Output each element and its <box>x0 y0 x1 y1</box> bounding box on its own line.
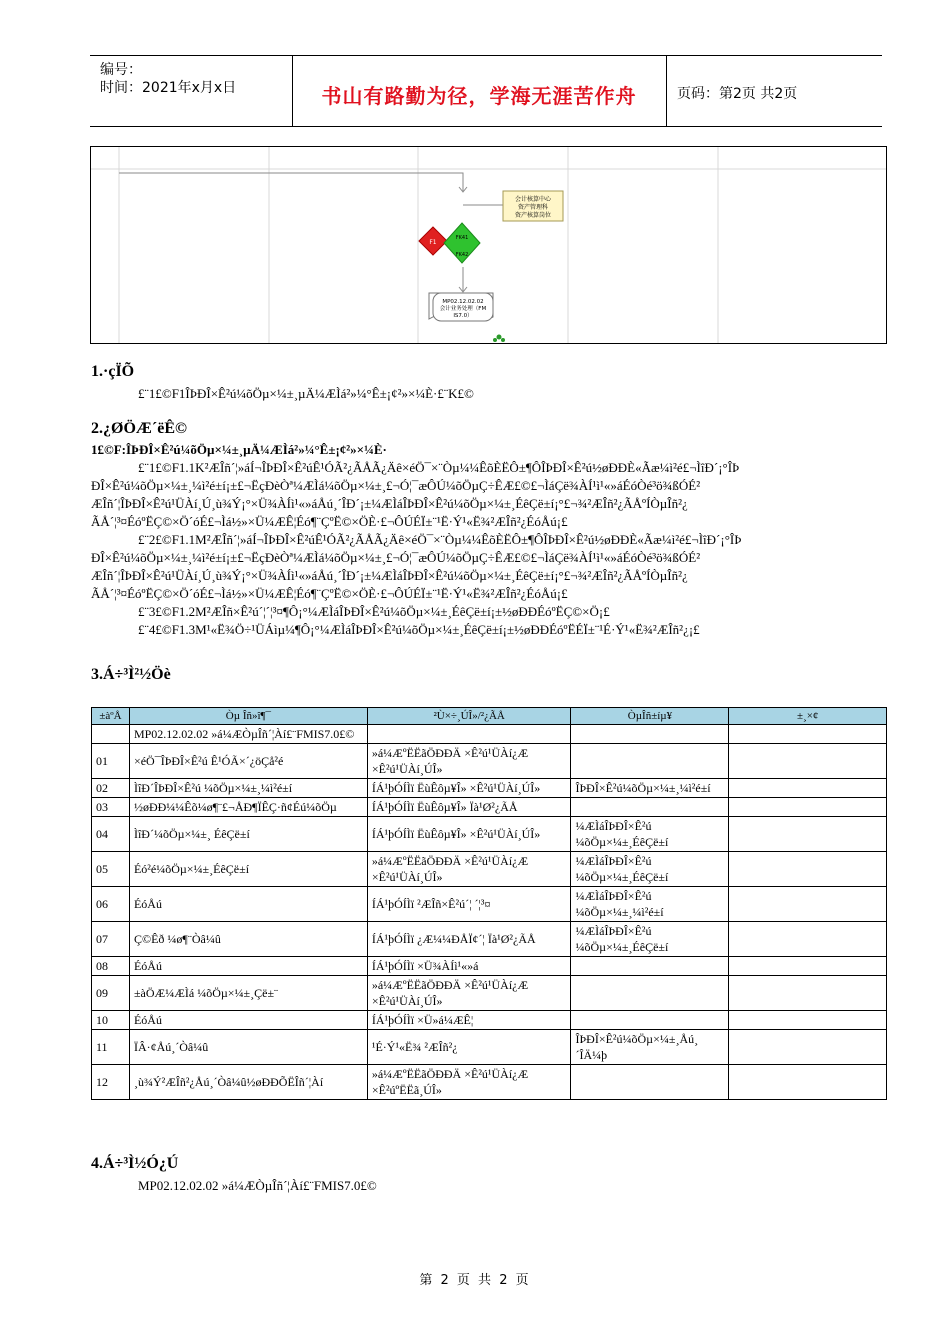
box-line-1: 会计核算中心 <box>514 196 552 203</box>
cell-no: 11 <box>92 1030 130 1065</box>
s2-line: £¨4£©F1.3M¹«Ë¾Ö÷¹ÜÁìµ¼¶Ô¡°¼ÆÌáÎÞÐÎ×Ê²ú¼õÖµ×¼±¸ÉêÇë±í¡±½øÐÐÉóºËÉÏ±¨¹É·Ý¹«Ë¾²ÆÎñ²¿¡£ <box>138 622 700 637</box>
flow-diagram <box>90 146 887 344</box>
cell-form: ¼ÆÌáÎÞÐÎ×Ê²ú ¼õÖµ×¼±¸ÉêÇë±í <box>571 817 729 852</box>
cell-form <box>571 1065 729 1100</box>
header-page-cell <box>667 56 882 126</box>
cell-activity: ×éÖ¯ÎÞÐÎ×Ê²ú Ê¹ÓÃ×´¿öÇå²é <box>129 744 367 779</box>
cell-no: 04 <box>92 817 130 852</box>
cell-activity: Éó²é¼õÖµ×¼±¸ÉêÇë±í <box>129 852 367 887</box>
box-line-2: 资产管理科 <box>517 204 549 211</box>
control-label-bottom: FK42 <box>455 252 469 258</box>
section-2-body <box>91 459 891 639</box>
cell-form: ¼ÆÌáÎÞÐÎ×Ê²ú ¼õÖµ×¼±¸ÉêÇë±í <box>571 922 729 957</box>
section-4-line: MP02.12.02.02 »á¼ÆÒµÎñ´¦Àí£¨FMIS7.0£© <box>138 1178 377 1193</box>
cell-activity: ÉóÅú <box>129 887 367 922</box>
cell-no: 09 <box>92 976 130 1011</box>
cell-remark <box>729 744 887 779</box>
section-1-title: 1.·çÏÕ <box>91 363 135 380</box>
cell-activity: ½øÐÐ¼¼Êõ¼ø¶¨£¬ÅÐ¶ÏÊÇ·ñ¢Éú¼õÖµ <box>129 798 367 817</box>
cell-activity: ÌîÐ´¼õÖµ×¼±¸ ÉêÇë±í <box>129 817 367 852</box>
cell-remark <box>729 976 887 1011</box>
cell-form <box>571 976 729 1011</box>
cell-activity: ÉóÅú <box>129 957 367 976</box>
s2-line: ÆÎñ´¦ÎÞÐÎ×Ê²ú¹ÜÀí¸Ú¸ù¾Ý¡°×Ü¾ÀÍì¹«»áÅú¸´ÎÐ´¡±¼ÆÌáÎÞÐÎ×Ê²ú¼õÖµ×¼±¸ÉêÇë±í¡°£¬¾²ÆÎñ²¿ÃÅºÍÒµÎñ²¿ <box>91 568 688 583</box>
header-motto-cell <box>292 56 667 126</box>
process-steps-table <box>91 707 887 1100</box>
header-position: ²Ù×÷¸ÚÎ»/²¿ÃÅ <box>367 708 571 725</box>
table-row <box>92 1011 887 1030</box>
table-row <box>92 976 887 1011</box>
cell-form <box>571 744 729 779</box>
end-marker-icon <box>493 335 505 343</box>
table-row <box>92 852 887 887</box>
cell-no: 05 <box>92 852 130 887</box>
s2-line: ÐÎ×Ê²ú¼õÖµ×¼±¸¼ì²é±í¡±£¬ËçÐèÒª¼ÆÌá¼õÖµ×¼±¸£¬Ó¦¯æÔÚ¼õÖµÇ÷ÊÆ£©£¬ÌáÇë¾ÀÍ¹ì¹«»áÉóÒé³ö¾ßÓÉ² <box>91 550 701 565</box>
cell-no: 12 <box>92 1065 130 1100</box>
page-header <box>90 55 882 127</box>
table-row <box>92 957 887 976</box>
s2-line: £¨2£©F1.1M²ÆÎñ´¦»áÍ¬ÎÞÐÎ×Ê²úÊ¹ÓÃ²¿ÃÅÃ¿Äê×éÖ¯×¨Òµ¼¼ÊõÈËÔ±¶ÔÎÞÐÎ×Ê²ú½øÐÐÈ«Ãæ¼ì²é£¬ÌîÐ´¡°ÎÞ <box>138 532 742 547</box>
cell-remark <box>729 817 887 852</box>
cell-activity: ¸ù¾Ý²ÆÎñ²¿Åú¸´Òâ¼û½øÐÐÕËÎñ´¦Àí <box>129 1065 367 1100</box>
cell-remark <box>729 957 887 976</box>
cell-position: »á¼ÆºËËãÖÐÐÄ ×Ê²ú¹ÜÀí¿Æ ×Ê²ú¹ÜÀí¸ÚÎ» <box>367 976 571 1011</box>
doc-line-2: 会计业务处理（FM <box>439 306 487 312</box>
flow-diagram-canvas <box>91 147 886 343</box>
box-line-3: 资产核算岗位 <box>514 212 552 219</box>
s2-line: ÃÅ´¦³¤ÉóºËÇ©×Ö´óÉ£¬Ìá½»×Ü¼ÆÊ¦Éó¶¨ÇºË©×ÖÈ·£¬ÔÚÉÏ±¨¹Ë·Ý¹«Ë¾²ÆÎñ²¿ÉóÅú¡£ <box>91 514 568 529</box>
cell-position: ÍÁ¹þÓÍÌï ²ÆÎñ×Ê²ú´¦ ´¦³¤ <box>367 887 571 922</box>
cell-no: 08 <box>92 957 130 976</box>
cell-no: 07 <box>92 922 130 957</box>
cell-position: ÍÁ¹þÓÍÌï ×Ü¾ÀÍì¹«»á <box>367 957 571 976</box>
cell-activity: MP02.12.02.02 »á¼ÆÒµÎñ´¦Àí£¨FMIS7.0£© <box>129 725 367 744</box>
table-row <box>92 887 887 922</box>
table-header-row <box>92 708 887 725</box>
risk-label: F1 <box>429 239 437 246</box>
cell-form: ÎÞÐÎ×Ê²ú¼õÖµ×¼±¸¼ì²é±í <box>571 779 729 798</box>
table-row <box>92 744 887 779</box>
cell-activity: ÌîÐ´ÎÞÐÎ×Ê²ú ¼õÖµ×¼±¸¼ì²é±í <box>129 779 367 798</box>
cell-remark <box>729 1011 887 1030</box>
cell-no: 02 <box>92 779 130 798</box>
cell-position: »á¼ÆºËËãÖÐÐÄ ×Ê²ú¹ÜÀí¿Æ ×Ê²ú¹ÜÀí¸ÚÎ» <box>367 852 571 887</box>
code-label: 编号： <box>100 62 142 78</box>
cell-remark <box>729 852 887 887</box>
cell-no: 01 <box>92 744 130 779</box>
s2-line: ÐÎ×Ê²ú¼õÖµ×¼±¸¼ì²é±í¡±£¬ËçÐèÒª¼ÆÌá¼õÖµ×¼±¸£¬Ó¦¯æÔÚ¼õÖµÇ÷ÊÆ£©£¬ÌáÇë¾ÀÍ¹ì¹«»áÉóÒé³ö¾ßÓÉ² <box>91 478 701 493</box>
header-activity: Òµ Îñ»î¶¯ <box>129 708 367 725</box>
time-label: 时间：2021年x月x日 <box>100 80 237 96</box>
cell-form: ÎÞÐÎ×Ê²ú¼õÖµ×¼±¸Åú¸´ÎÄ¼þ <box>571 1030 729 1065</box>
doc-line-3: IS7.0） <box>453 313 473 319</box>
cell-position: »á¼ÆºËËãÖÐÐÄ ×Ê²ú¹ÜÀí¿Æ ×Ê²ú¹ÜÀí¸ÚÎ» <box>367 744 571 779</box>
s2-line: ÃÅ´¦³¤ÉóºËÇ©×Ö´óÉ£¬Ìá½»×Ü¼ÆÊ¦Éó¶¨ÇºË©×ÖÈ·£¬ÔÚÉÏ±¨¹Ë·Ý¹«Ë¾²ÆÎñ²¿ÉóÅú¡£ <box>91 586 568 601</box>
cell-position: ÍÁ¹þÓÍÌï ×Ü»á¼ÆÊ¦ <box>367 1011 571 1030</box>
section-1-line: £¨1£©F1ÎÞÐÎ×Ê²ú¼õÖµ×¼±¸µÄ¼ÆÌá²»¼°Ê±¡¢²»×¼È·£¨K£© <box>138 386 474 401</box>
header-no: ±àºÅ <box>92 708 130 725</box>
doc-line-1: MP02.12.02.02 <box>442 299 484 305</box>
table-body <box>92 725 887 1100</box>
table-row <box>92 779 887 798</box>
cell-no <box>92 725 130 744</box>
table-row <box>92 922 887 957</box>
section-2-subtitle: 1£©F:ÎÞÐÎ×Ê²ú¼õÖµ×¼±¸µÄ¼ÆÌá²»¼°Ê±¡¢²»×¼È· <box>91 442 387 457</box>
cell-form <box>571 725 729 744</box>
cell-position: ÍÁ¹þÓÍÌï ¿Æ¼¼ÐÅÏ¢´¦ Ïà¹Ø²¿ÃÅ <box>367 922 571 957</box>
cell-remark <box>729 922 887 957</box>
page-footer: 第 2 页 共 2 页 <box>419 1273 531 1288</box>
cell-form: ¼ÆÌáÎÞÐÎ×Ê²ú ¼õÖµ×¼±¸¼ì²é±í <box>571 887 729 922</box>
cell-position: »á¼ÆºËËãÖÐÐÄ ×Ê²ú¹ÜÀí¿Æ ×Ê²úºËËã¸ÚÎ» <box>367 1065 571 1100</box>
table-row <box>92 725 887 744</box>
header-remarks: ±¸×¢ <box>729 708 887 725</box>
cell-activity: ±àÖÆ¼ÆÌá ¼õÖµ×¼±¸Çë±¨ <box>129 976 367 1011</box>
cell-form: ¼ÆÌáÎÞÐÎ×Ê²ú ¼õÖµ×¼±¸ÉêÇë±í <box>571 852 729 887</box>
table-row <box>92 817 887 852</box>
cell-remark <box>729 725 887 744</box>
s2-line: ÆÎñ´¦ÎÞÐÎ×Ê²ú¹ÜÀí¸Ú¸ù¾Ý¡°×Ü¾ÀÍì¹«»áÅú¸´ÎÐ´¡±¼ÆÌáÎÞÐÎ×Ê²ú¼õÖµ×¼±¸ÉêÇë±í¡°£¬¾²ÆÎñ²¿ÃÅºÍÒµÎñ²¿ <box>91 496 688 511</box>
table-row <box>92 1065 887 1100</box>
section-4-title: 4.Á÷³Ì½Ó¿Ú <box>91 1155 179 1172</box>
cell-position: ÍÁ¹þÓÍÌï ËùÊôµ¥Î» ×Ê²ú¹ÜÀí¸ÚÎ» <box>367 817 571 852</box>
cell-position <box>367 725 571 744</box>
cell-activity: ÉóÅú <box>129 1011 367 1030</box>
s2-line: £¨3£©F1.2M²ÆÎñ×Ê²ú´¦´¦³¤¶Ô¡°¼ÆÌáÎÞÐÎ×Ê²ú¼õÖµ×¼±¸ÉêÇë±í¡±½øÐÐÉóºËÇ©×Ö¡£ <box>138 604 610 619</box>
cell-no: 10 <box>92 1011 130 1030</box>
table-row <box>92 1030 887 1065</box>
section-2-title: 2.¿ØÖÆ´ëÊ© <box>91 420 187 437</box>
cell-remark <box>729 1065 887 1100</box>
motto: 书山有路勤为径，学海无涯苦作舟 <box>321 84 637 108</box>
table-row <box>92 798 887 817</box>
cell-no: 06 <box>92 887 130 922</box>
cell-form <box>571 1011 729 1030</box>
cell-position: ÍÁ¹þÓÍÌï ËùÊôµ¥Î» ×Ê²ú¹ÜÀí¸ÚÎ» <box>367 779 571 798</box>
cell-activity: ÏÂ·¢Åú¸´Òâ¼û <box>129 1030 367 1065</box>
cell-form <box>571 957 729 976</box>
control-label-top: FK41 <box>455 235 469 241</box>
section-3-title: 3.Á÷³Ì²½Öè <box>91 666 171 683</box>
cell-position: ÍÁ¹þÓÍÌï ËùÊôµ¥Î» Ïà¹Ø²¿ÃÅ <box>367 798 571 817</box>
s2-line: £¨1£©F1.1K²ÆÎñ´¦»áÍ¬ÎÞÐÎ×Ê²úÊ¹ÓÃ²¿ÃÅÃ¿Äê×éÖ¯×¨Òµ¼¼ÊõÈËÔ±¶ÔÎÞÐÎ×Ê²ú½øÐÐÈ«Ãæ¼ì²é£¬ÌîÐ´¡°ÎÞ <box>138 460 740 475</box>
cell-remark <box>729 1030 887 1065</box>
cell-activity: Ç©Êð ¼ø¶¨Òâ¼û <box>129 922 367 957</box>
cell-no: 03 <box>92 798 130 817</box>
page-number: 页码：第2页 共2页 <box>677 86 798 102</box>
cell-remark <box>729 887 887 922</box>
cell-remark <box>729 779 887 798</box>
cell-position: ¹É·Ý¹«Ë¾ ²ÆÎñ²¿ <box>367 1030 571 1065</box>
header-forms: ÒµÎñ±íµ¥ <box>571 708 729 725</box>
header-left-cell <box>90 56 293 126</box>
cell-form <box>571 798 729 817</box>
cell-remark <box>729 798 887 817</box>
